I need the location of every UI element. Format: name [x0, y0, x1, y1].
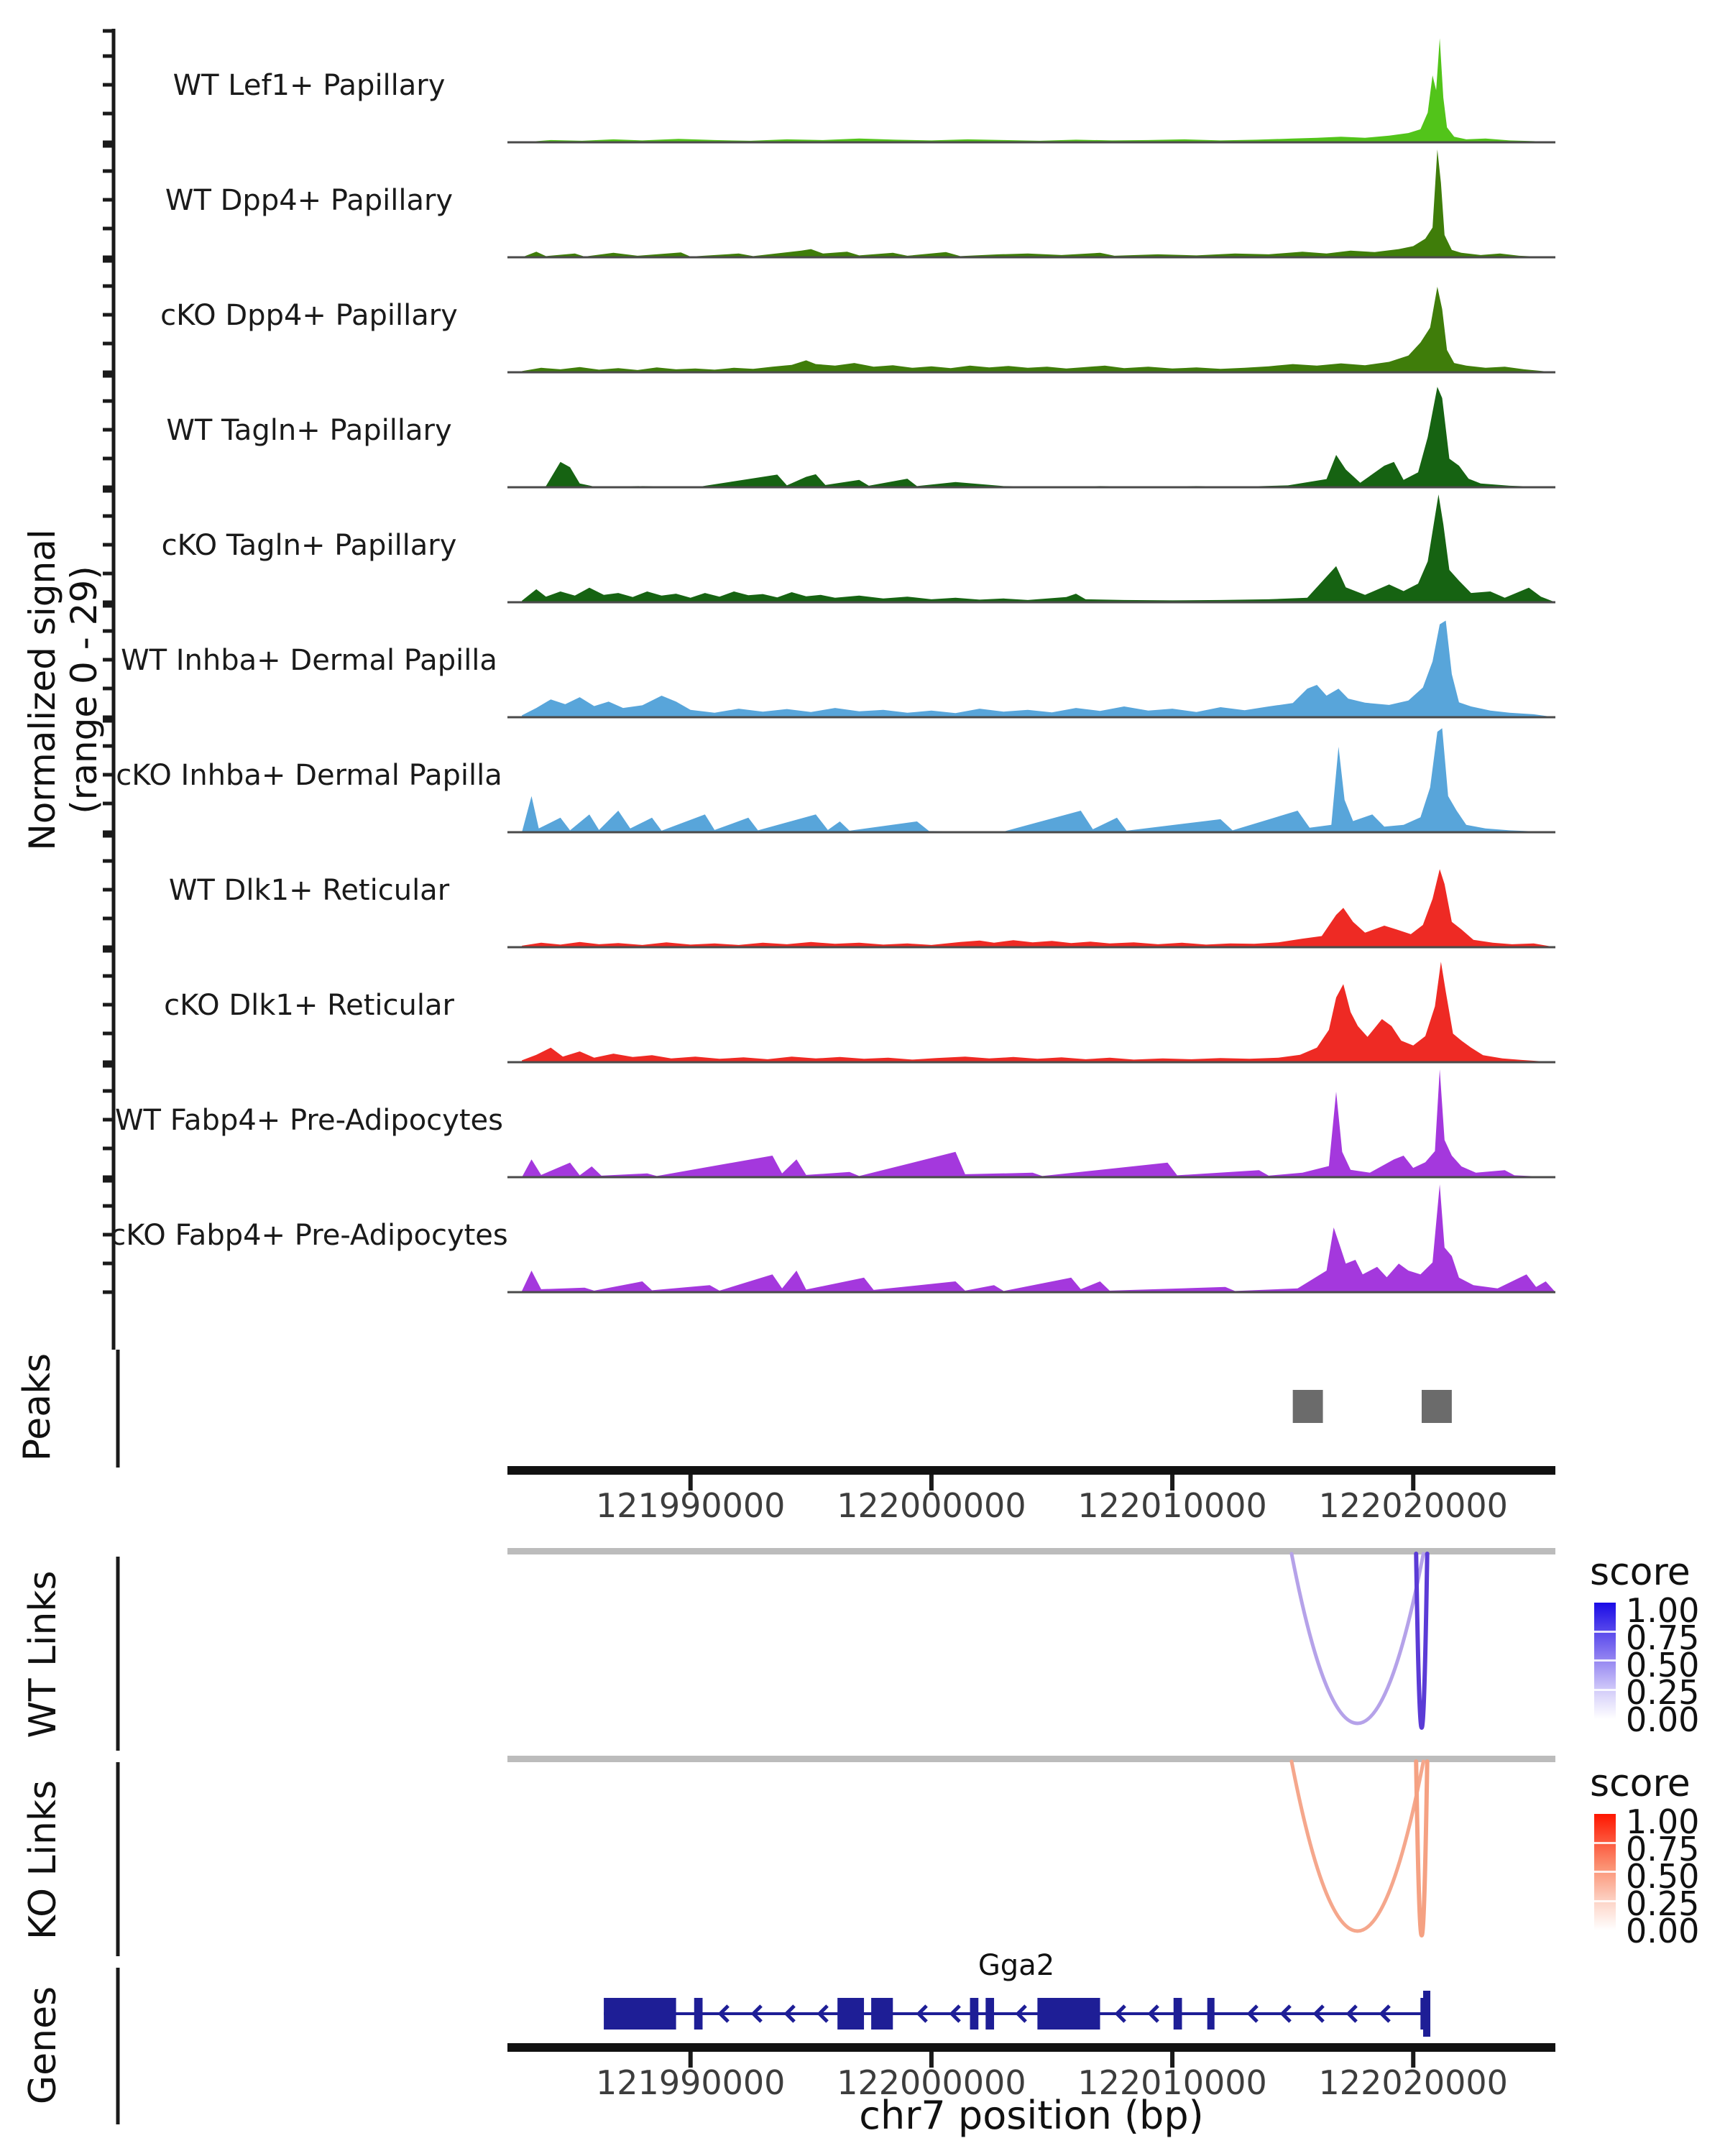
x-axis-title: chr7 position (bp)	[859, 2093, 1204, 2138]
coverage-area	[522, 38, 1555, 142]
legend-value-label: 0.25	[1626, 1673, 1700, 1712]
track-label: WT Dpp4+ Papillary	[165, 184, 454, 217]
coverage-area	[522, 494, 1555, 602]
coverage-area	[522, 869, 1555, 947]
legend-value-label: 0.50	[1626, 1646, 1700, 1685]
gene-exon	[837, 1998, 864, 2030]
genome-axis-tick-label: 122010000	[1077, 2063, 1267, 2102]
genome-axis-tick-label: 122010000	[1077, 1486, 1267, 1525]
legend-value-label: 0.25	[1626, 1884, 1700, 1923]
ko-link-arc	[1292, 1761, 1423, 1931]
gene-exon	[1208, 1998, 1215, 2030]
coverage-area	[522, 1069, 1555, 1177]
track-label: cKO Dpp4+ Papillary	[160, 299, 458, 332]
y-axis-label	[22, 367, 105, 1013]
peak-interval-box	[1293, 1390, 1323, 1423]
coverage-area	[522, 962, 1555, 1062]
track-label: cKO Inhba+ Dermal Papilla	[116, 759, 502, 792]
gene-name-label: Gga2	[978, 1949, 1055, 1982]
legend-value-label: 0.00	[1626, 1700, 1700, 1739]
gene-exon	[985, 1998, 994, 2030]
genome-axis-bar	[507, 1466, 1555, 1475]
coverage-area	[522, 387, 1555, 487]
genome-axis-bar	[507, 2043, 1555, 2052]
gene-exon	[1037, 1998, 1100, 2030]
peak-interval-box	[1422, 1390, 1452, 1423]
genome-axis-tick-label: 121990000	[596, 2063, 786, 2102]
genome-axis-tick-label: 122000000	[837, 1486, 1026, 1525]
genome-axis-tick-label: 122000000	[837, 2063, 1026, 2102]
legend-value-label: 1.00	[1626, 1802, 1700, 1841]
track-label: WT Tagln+ Papillary	[166, 414, 452, 447]
gene-exon	[694, 1998, 703, 2030]
wt-legend-gradient-bar	[1594, 1603, 1616, 1719]
track-label: cKO Tagln+ Papillary	[161, 529, 457, 562]
wt-legend-title: score	[1590, 1551, 1690, 1594]
coverage-area	[522, 728, 1555, 832]
legend-value-label: 0.75	[1626, 1830, 1700, 1869]
ko-legend-title: score	[1590, 1762, 1690, 1805]
peaks-section-label: Peaks	[16, 1353, 59, 1462]
y-axis-label-line1: Normalized signal	[22, 529, 63, 851]
ko-link-panel-top-line	[507, 1756, 1555, 1762]
track-label: WT Inhba+ Dermal Papilla	[121, 644, 497, 677]
legend-value-label: 0.50	[1626, 1857, 1700, 1896]
legend-value-label: 0.75	[1626, 1618, 1700, 1657]
genome-axis-tick-label: 122020000	[1318, 1486, 1508, 1525]
ko-links-section-label: KO Links	[22, 1779, 65, 1940]
gene-exon	[1174, 1998, 1182, 2030]
track-label: WT Lef1+ Papillary	[172, 69, 446, 102]
coverage-area	[522, 287, 1555, 372]
genome-axis-tick-label: 121990000	[596, 1486, 786, 1525]
wt-links-section-label: WT Links	[22, 1570, 65, 1738]
coverage-area	[522, 1184, 1555, 1292]
y-axis-label-line2: (range 0 - 29)	[63, 566, 105, 814]
gene-tss-bar	[1423, 1991, 1430, 2037]
gene-exon	[871, 1998, 893, 2030]
track-label: WT Dlk1+ Reticular	[168, 874, 450, 907]
genes-section-label: Genes	[22, 1986, 65, 2105]
wt-link-arc	[1416, 1554, 1427, 1728]
legend-value-label: 1.00	[1626, 1591, 1700, 1630]
ko-legend-gradient-bar	[1594, 1814, 1616, 1930]
wt-link-panel-top-line	[507, 1548, 1555, 1554]
track-label: cKO Fabp4+ Pre-Adipocytes	[110, 1219, 508, 1252]
genome-axis-tick-label: 122020000	[1318, 2063, 1508, 2102]
track-label: WT Fabp4+ Pre-Adipocytes	[115, 1104, 503, 1137]
coverage-area	[522, 149, 1555, 257]
gene-exon	[604, 1998, 676, 2030]
ko-link-arc	[1416, 1761, 1427, 1935]
track-label: cKO Dlk1+ Reticular	[164, 989, 454, 1022]
coverage-area	[522, 621, 1555, 718]
legend-value-label: 0.00	[1626, 1912, 1700, 1950]
wt-link-arc	[1292, 1554, 1423, 1723]
gene-exon	[970, 1998, 979, 2030]
